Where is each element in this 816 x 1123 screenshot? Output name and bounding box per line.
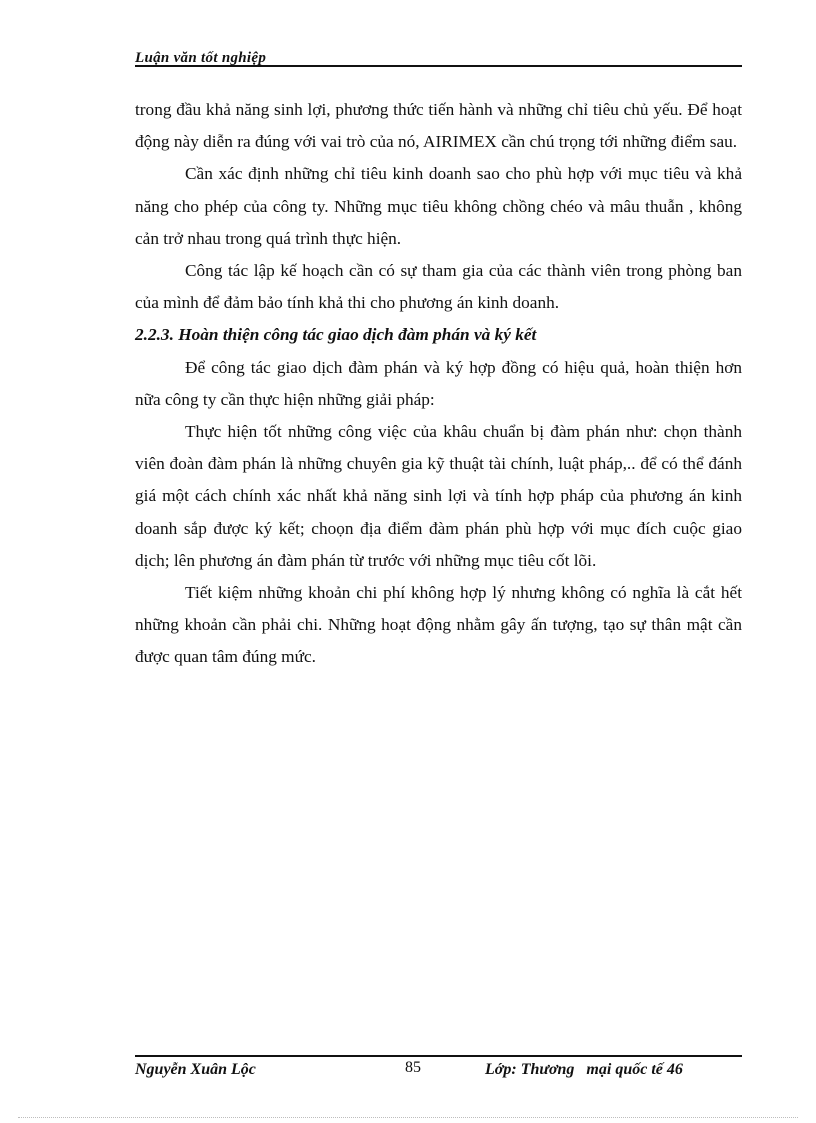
page-header xyxy=(135,50,742,70)
header-title: Luận văn tốt nghiệp xyxy=(135,50,267,66)
page-edge-dotted-rule xyxy=(18,1117,798,1118)
footer-author: Nguyễn Xuân Lộc xyxy=(135,1061,256,1078)
page-footer xyxy=(135,1052,742,1082)
document-body xyxy=(135,94,742,674)
paragraph-planning-participation: Công tác lập kế hoạch cần có sự tham gia của các thành viên trong phòng ban của mình để đảm bảo tính khả thi cho phương án kinh doanh. xyxy=(135,261,742,313)
header-rule xyxy=(135,65,742,67)
page-number: 85 xyxy=(405,1059,421,1076)
paragraph-cost-saving: Tiết kiệm những khoản chi phí không hợp lý nhưng không có nghĩa là cắt hết những khoản cần phải chi. Những hoạt động nhằm gây ấn tượng, tạo sự thân mật cần được quan tâm đúng mức. xyxy=(135,583,742,667)
paragraph-continuation: trong đầu khả năng sinh lợi, phương thức tiến hành và những chỉ tiêu chủ yếu. Để hoạt động này diễn ra đúng với vai trò của nó, AIRIMEX cần chú trọng tới những điểm sau. xyxy=(135,100,742,152)
paragraph-negotiation-intro: Để công tác giao dịch đàm phán và ký hợp đồng có hiệu quả, hoàn thiện hơn nữa công ty cần thực hiện những giải pháp: xyxy=(135,357,742,409)
paragraph-business-targets: Cần xác định những chỉ tiêu kinh doanh sao cho phù hợp với mục tiêu và khả năng cho phép của công ty. Những mục tiêu không chồng chéo và mâu thuẫn , không cản trở nhau trong quá trình thực hiện. xyxy=(135,164,742,248)
footer-class: Lớp: Thương mại quốc tế 46 xyxy=(485,1061,683,1078)
section-heading: 2.2.3. Hoàn thiện công tác giao dịch đàm phán và ký kết xyxy=(135,325,537,345)
paragraph-negotiation-preparation: Thực hiện tốt những công việc của khâu chuẩn bị đàm phán như: chọn thành viên đoàn đàm phán là những chuyên gia kỹ thuật tài chính, luật pháp,.. để có thể đánh giá một cách chính xác nhất khả năng sinh lợi và tính hợp pháp của phương án kinh doanh sắp được ký kết; choọn địa điểm đàm phán phù hợp với mục đích cuộc giao dịch; lên phương án đàm phán từ trước với những mục tiêu cốt lõi. xyxy=(135,422,742,570)
footer-rule xyxy=(135,1055,742,1057)
